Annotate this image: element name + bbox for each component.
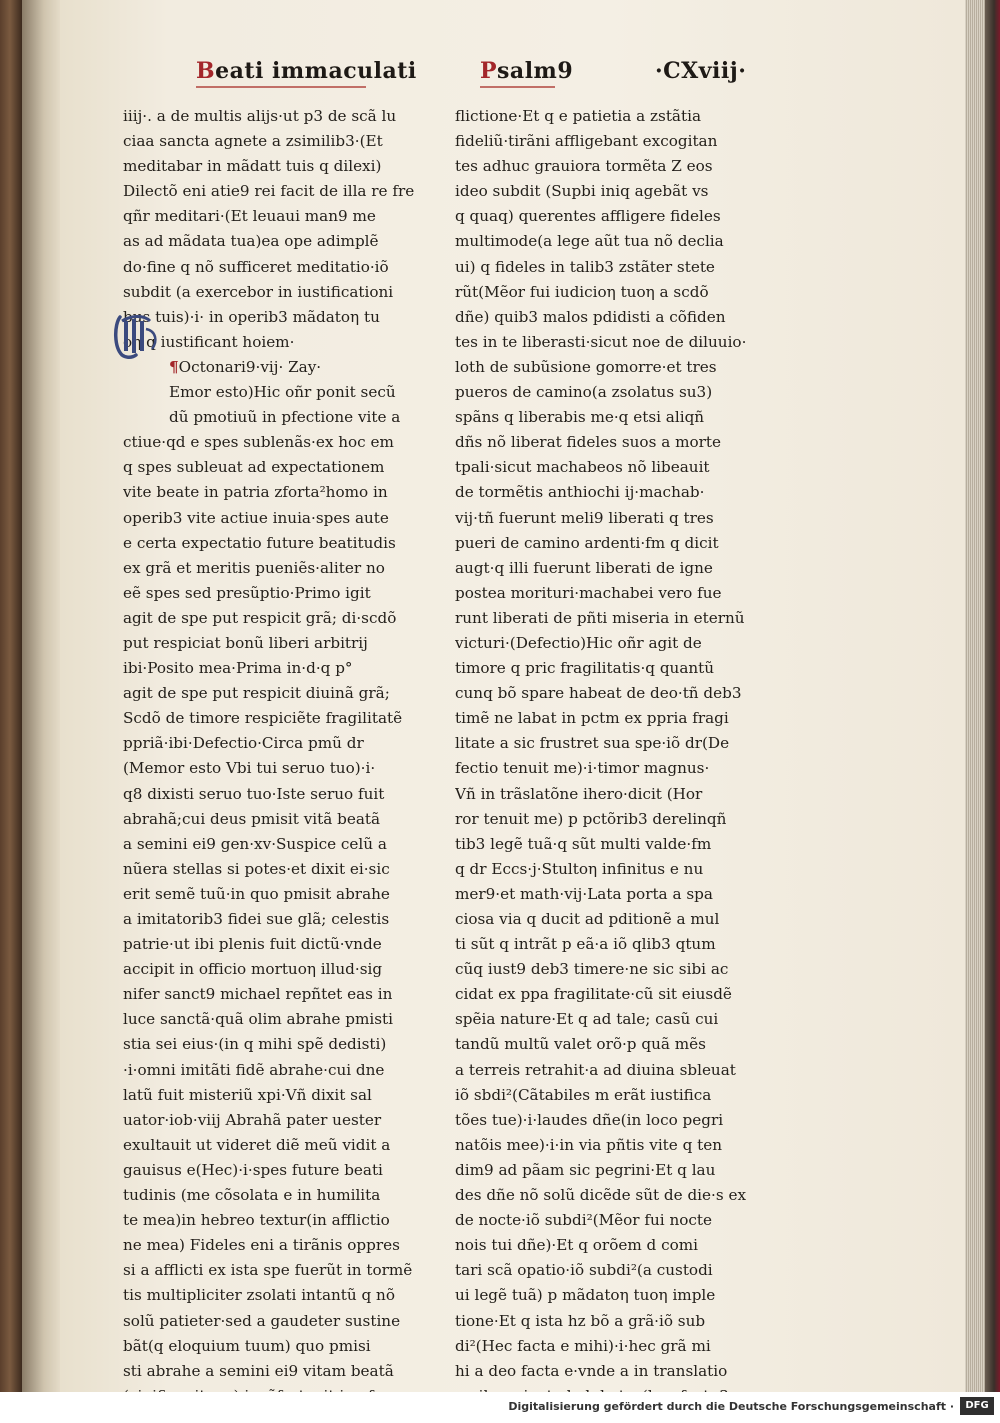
text-line: put respiciat bonũ liberi arbitrij bbox=[123, 633, 368, 652]
text-line: nifer sanct9 michael repñtet eas in bbox=[123, 985, 393, 1004]
text-line: solũ patieter·sed a gaudeter sustine bbox=[123, 1311, 401, 1330]
text-line: dim9 ad pãam sic pegrini·Et q lau bbox=[455, 1160, 716, 1179]
text-line: bus tuis)·i· in operib3 mãdatoη tu bbox=[123, 307, 380, 326]
text-line: ne mea) Fideles eni a tirãnis oppres bbox=[123, 1236, 400, 1255]
text-line: subdit (a exercebor in iustificationi bbox=[123, 282, 394, 301]
text-line: augt·q illi fuerunt liberati de igne bbox=[455, 558, 713, 577]
text-line: ibi·Posito mea·Prima in·d·q p° bbox=[123, 659, 353, 678]
text-line: q8 dixisti seruo tuo·Iste seruo fuit bbox=[123, 784, 385, 803]
text-line: stia sei eius·(in q mihi spẽ dedisti) bbox=[123, 1035, 387, 1054]
text-line: ctiue·qd e spes sublenãs·ex hoc em bbox=[123, 433, 394, 452]
text-line: tes in te liberasti·sicut noe de diluuio· bbox=[455, 332, 747, 351]
book-gutter bbox=[22, 0, 62, 1392]
text-line: ror tenuit me) p pctõrib3 derelinqñ bbox=[455, 809, 727, 828]
text-line: dũ pmotiuũ in pfectione vite a bbox=[169, 408, 401, 427]
text-line: agit de spe put respicit diuinã grã; bbox=[123, 684, 390, 703]
text-line: multimode(a lege aũt tua nõ declia bbox=[455, 232, 724, 251]
book-cover-right-edge bbox=[985, 0, 1000, 1392]
text-line: luce sanctã·quã olim abrahe pmisti bbox=[123, 1010, 393, 1029]
text-line: tis multipliciter zsolati intantũ q nõ bbox=[123, 1286, 395, 1305]
text-line: q spes subleuat ad expectationem bbox=[123, 458, 385, 477]
text-line: pueri de camino ardenti·fm q dicit bbox=[455, 533, 719, 552]
text-line: si a afflicti ex ista spe fuerũt in tormẽ bbox=[123, 1261, 413, 1280]
text-line: timẽ ne labat in pctm ex ppria fragi bbox=[455, 709, 729, 728]
text-line: e certa expectatio future beatitudis bbox=[123, 533, 396, 552]
rubric-heading-text: Octonari9·vij· Zay· bbox=[178, 357, 322, 376]
running-head-left-text: eati immaculati bbox=[215, 58, 417, 84]
running-head-middle-rule bbox=[480, 86, 555, 88]
text-line: ciaa sancta agnete a zsimilib3·(Et bbox=[123, 132, 383, 151]
text-line: litate a sic frustret sua spe·iõ dr(De bbox=[455, 734, 730, 753]
text-line: tione·Et q ista hz bõ a grã·iõ sub bbox=[455, 1311, 706, 1330]
text-line: ui) q fideles in talib3 zstãter stete bbox=[455, 257, 715, 276]
text-line: a semini ei9 gen·xv·Suspice celũ a bbox=[123, 834, 387, 853]
funding-credit-text: Digitalisierung gefördert durch die Deutsche Forschungsgemeinschaft · bbox=[508, 1400, 954, 1413]
text-line: vij·tñ fuerunt meli9 liberati q tres bbox=[455, 508, 714, 527]
text-line: exultauit ut videret diẽ meũ vidit a bbox=[123, 1135, 391, 1154]
text-line: fideliũ·tirãni affligebant excogitan bbox=[455, 132, 718, 151]
text-line: a imitatorib3 fidei sue glã; celestis bbox=[123, 910, 390, 928]
text-line: rũt(Mẽor fui iudicioη tuoη a scdõ bbox=[455, 282, 709, 301]
text-line: tpali·sicut machabeos nõ libeauit bbox=[455, 458, 710, 477]
text-line: qñr meditari·(Et leuaui man9 me bbox=[123, 207, 376, 226]
text-line: Vñ in trãslatõne ihero·dicit (Hor bbox=[455, 784, 703, 803]
text-line: a terreis retrahit·a ad diuina sbleuat bbox=[455, 1060, 736, 1079]
text-line: tes adhuc grauiora tormẽta Z eos bbox=[455, 157, 713, 176]
text-line: postea morituri·machabei vero fue bbox=[455, 583, 722, 602]
text-line: accipit in officio mortuoη illud·sig bbox=[123, 960, 383, 979]
text-line: abrahã;cui deus pmisit vitã beatã bbox=[123, 809, 381, 828]
text-line: fectio tenuit me)·i·timor magnus· bbox=[455, 759, 710, 778]
running-head-middle-text: salm9 bbox=[497, 58, 574, 84]
text-line: q dr Eccs·j·Stultoη infinitus e nu bbox=[455, 859, 704, 878]
text-line: gauisus e(Hec)·i·spes future beati bbox=[123, 1160, 383, 1179]
text-line: bãt(q eloquium tuum) quo pmisi bbox=[123, 1336, 371, 1355]
text-line: operib3 vite actiue inuia·spes aute bbox=[123, 508, 389, 527]
text-line: cũq iust9 deb3 timere·ne sic sibi ac bbox=[455, 960, 729, 979]
running-head-left-initial: B bbox=[196, 58, 216, 84]
text-line: tandũ multũ valet orõ·p quã mẽs bbox=[455, 1035, 706, 1054]
page-stack-edges bbox=[965, 0, 985, 1392]
text-line: meditabar in mãdatt tuis q dilexi) bbox=[123, 157, 382, 176]
text-line: ideo subdit (Supbi iniq agebãt vs bbox=[455, 182, 709, 201]
text-line: runt liberati de pñti miseria in eternũ bbox=[455, 608, 745, 627]
text-line: tões tue)·i·laudes dñe(in loco pegri bbox=[455, 1110, 724, 1129]
text-line: q quaq) querentes affligere fideles bbox=[455, 207, 721, 226]
book-cover-left-edge bbox=[0, 0, 22, 1392]
text-line: patrie·ut ibi plenis fuit dictũ·vnde bbox=[123, 935, 382, 954]
text-line: flictione·Et q e patietia a zstãtia bbox=[455, 107, 701, 125]
text-line: tib3 legẽ tuã·q sũt multi valde·fm bbox=[455, 834, 712, 853]
text-line: do·fine q nõ sufficeret meditatio·iõ bbox=[123, 257, 389, 276]
text-line: victuri·(Defectio)Hic oñr agit de bbox=[455, 633, 702, 652]
text-line: pueros de camino(a zsolatus su3) bbox=[455, 383, 713, 402]
running-head-left-rule bbox=[196, 86, 366, 88]
text-line: (Memor esto Vbi tui seruo tuo)·i· bbox=[123, 759, 376, 778]
text-line: ti sũt q intrãt p eã·a iõ qlib3 qtum bbox=[455, 935, 716, 954]
text-line: sti abrahe a semini ei9 vitam beatã bbox=[123, 1361, 394, 1380]
text-line: loth de subũsione gomorre·et tres bbox=[455, 357, 717, 376]
text-line: ciosa via q ducit ad pditionẽ a mul bbox=[455, 910, 720, 928]
running-head-folio: ·CXviij· bbox=[655, 58, 747, 84]
text-line: timore q pric fragilitatis·q quantũ bbox=[455, 659, 715, 678]
text-line: vite beate in patria zforta²homo in bbox=[123, 483, 388, 502]
decorated-initial-m-icon bbox=[112, 311, 162, 361]
text-line: des dñe nõ solũ dicẽde sũt de die·s ex bbox=[455, 1186, 747, 1205]
text-line: spãns q liberabis me·q etsi aliqñ bbox=[455, 408, 705, 427]
text-line: cidat ex ppa fragilitate·cũ sit eiusdẽ bbox=[455, 985, 732, 1004]
text-line: erit semẽ tuũ·in quo pmisit abrahe bbox=[123, 884, 390, 903]
text-line: dñe) quib3 malos pdidisti a cõfiden bbox=[455, 307, 726, 326]
running-head-middle-initial: P bbox=[480, 58, 498, 84]
text-line: agit de spe put respicit grã; di·scdõ bbox=[123, 608, 397, 627]
text-line: nois tui dñe)·Et q orõem d comi bbox=[455, 1236, 699, 1255]
text-line: iiij·. a de multis alijs·ut p3 de scã lu bbox=[123, 107, 397, 125]
rubric-paragraph-mark: ¶ bbox=[169, 357, 179, 376]
text-line: uator·iob·viij Abrahã pater uester bbox=[123, 1110, 382, 1129]
text-line: ·i·omni imitãti fidẽ abrahe·cui dne bbox=[123, 1060, 385, 1079]
text-column-left bbox=[123, 104, 415, 1409]
text-line: tari scã opatio·iõ subdi²(a custodi bbox=[455, 1261, 713, 1280]
text-column-right bbox=[455, 104, 767, 1409]
text-line: nũera stellas si potes·et dixit ei·sic bbox=[123, 859, 390, 878]
text-line: cunq bõ spare habeat de deo·tñ deb3 bbox=[455, 684, 742, 703]
text-line: natõis mee)·i·in via pñtis vite q ten bbox=[455, 1135, 723, 1154]
text-line: ex grã et meritis pueniẽs·aliter no bbox=[123, 558, 385, 577]
rubric-heading-octonarius bbox=[123, 355, 415, 380]
text-line: latũ fuit misteriũ xpi·Vñ dixit sal bbox=[123, 1085, 372, 1104]
text-line: Emor esto)Hic oñr ponit secũ bbox=[169, 383, 396, 402]
text-line: Dilectõ eni atie9 rei facit de illa re fre bbox=[123, 182, 415, 201]
text-line: dñs nõ liberat fideles suos a morte bbox=[455, 433, 721, 452]
text-line: de nocte·iõ subdi²(Mẽor fui nocte bbox=[455, 1211, 712, 1230]
text-line: de tormẽtis anthiochi ij·machab· bbox=[455, 483, 705, 502]
dfg-logo-icon: DFG bbox=[960, 1397, 994, 1415]
text-line: mer9·et math·vij·Lata porta a spa bbox=[455, 884, 713, 903]
text-line: ui legẽ tuã) p mãdatoη tuoη imple bbox=[455, 1286, 716, 1305]
text-line: ppriã·ibi·Defectio·Circa pmũ dr bbox=[123, 734, 364, 753]
text-line: oη q iustificant hoiem· bbox=[123, 332, 295, 351]
digitization-footer bbox=[0, 1392, 1000, 1423]
text-line: tudinis (me cõsolata e in humilita bbox=[123, 1186, 381, 1205]
text-line: eẽ spes sed presũptio·Primo igit bbox=[123, 583, 371, 602]
text-line: hi a deo facta e·vnde a in translatio bbox=[455, 1361, 728, 1380]
text-line: te mea)in hebreo textur(in afflictio bbox=[123, 1211, 390, 1230]
text-line: as ad mãdata tua)ea ope adimplẽ bbox=[123, 232, 379, 251]
text-line: di²(Hec facta e mihi)·i·hec grã mi bbox=[455, 1336, 711, 1355]
text-line: iõ sbdi²(Cãtabiles m erãt iustifica bbox=[455, 1085, 712, 1104]
text-line: spẽia nature·Et q ad tale; casũ cui bbox=[455, 1010, 719, 1029]
text-line: Scdõ de timore respiciẽte fragilitatẽ bbox=[123, 709, 403, 728]
